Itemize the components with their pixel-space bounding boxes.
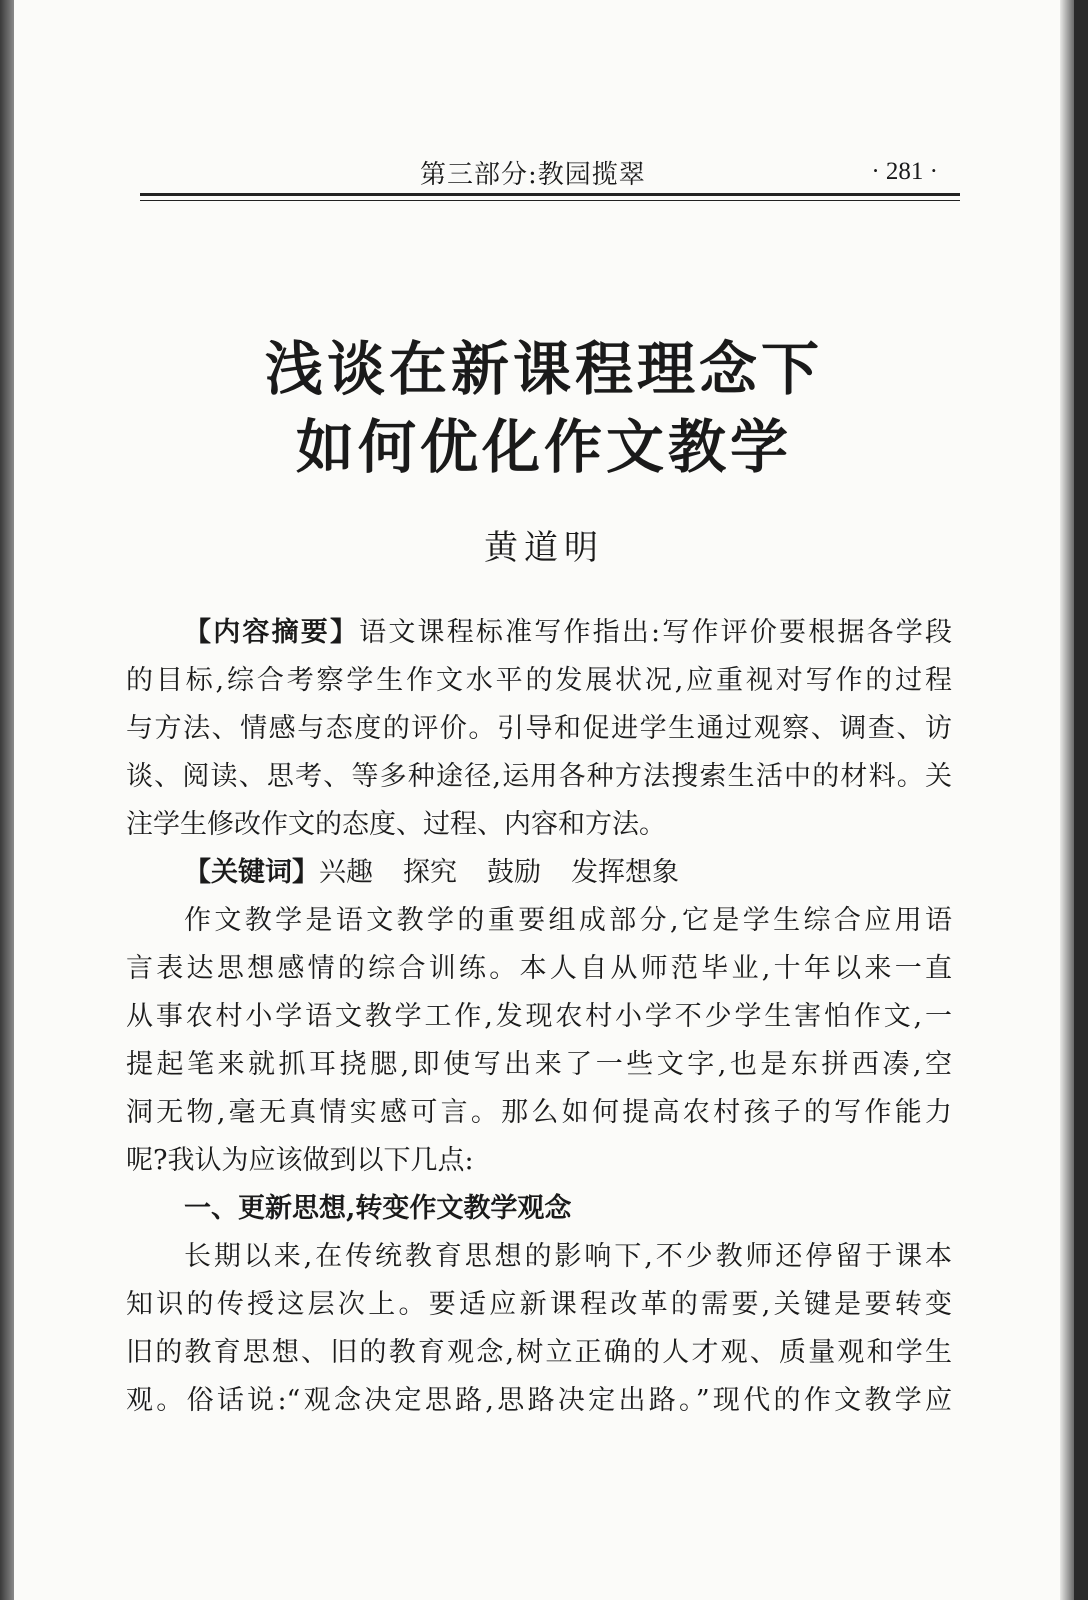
abstract-text: 语文课程标准写作指出:写作评价要根据各学段	[359, 617, 952, 648]
body-line: 言表达思想感情的综合训练。本人自从师范毕业,十年以来一直	[126, 953, 952, 984]
author-name: 黄道明	[484, 528, 604, 568]
abstract-label: 【内容摘要】	[184, 617, 360, 648]
header-rule-thin	[140, 200, 960, 201]
body-line: 洞无物,毫无真情实感可言。那么如何提高农村孩子的写作能力	[126, 1097, 952, 1128]
keywords-label: 【关键词】	[184, 857, 319, 888]
keywords-line	[184, 850, 952, 896]
body-line: 呢?我认为应该做到以下几点:	[126, 1145, 474, 1176]
abstract-line	[184, 610, 952, 656]
keyword: 探究	[403, 857, 457, 888]
body-line: 作文教学是语文教学的重要组成部分,它是学生综合应用语	[184, 905, 952, 936]
body-line: 提起笔来就抓耳挠腮,即使写出来了一些文字,也是东拼西凑,空	[126, 1049, 952, 1080]
body-line: 从事农村小学语文教学工作,发现农村小学不少学生害怕作文,一	[126, 1001, 952, 1032]
header-rule-thick	[140, 193, 960, 196]
section-heading: 一、更新思想,转变作文教学观念	[184, 1193, 572, 1224]
section-title: 第三部分:教园揽翠	[420, 160, 646, 190]
body-line: 长期以来,在传统教育思想的影响下,不少教师还停留于课本	[184, 1241, 952, 1272]
body-line: 旧的教育思想、旧的教育观念,树立正确的人才观、质量观和学生	[126, 1337, 952, 1368]
book-spine-shadow	[0, 0, 14, 1600]
keyword: 发挥想象	[571, 857, 679, 888]
page-number: · 281 ·	[871, 158, 938, 185]
running-head	[140, 150, 960, 190]
keyword: 鼓励	[487, 857, 541, 888]
article-title-line-1: 浅谈在新课程理念下	[264, 335, 823, 403]
abstract-line: 注学生修改作文的态度、过程、内容和方法。	[126, 809, 666, 840]
article-title-line-2: 如何优化作文教学	[295, 413, 792, 481]
page-edge	[1060, 0, 1074, 1600]
body-line: 知识的传授这层次上。要适应新课程改革的需要,关键是要转变	[126, 1289, 952, 1320]
body-line: 观。俗话说:“观念决定思路,思路决定出路。”现代的作文教学应	[126, 1385, 952, 1416]
abstract-line: 谈、阅读、思考、等多种途径,运用各种方法搜索生活中的材料。关	[126, 761, 952, 792]
abstract-line: 与方法、情感与态度的评价。引导和促进学生通过观察、调查、访	[126, 713, 952, 744]
abstract-line: 的目标,综合考察学生作文水平的发展状况,应重视对写作的过程	[126, 665, 952, 696]
keyword: 兴趣	[319, 857, 373, 888]
